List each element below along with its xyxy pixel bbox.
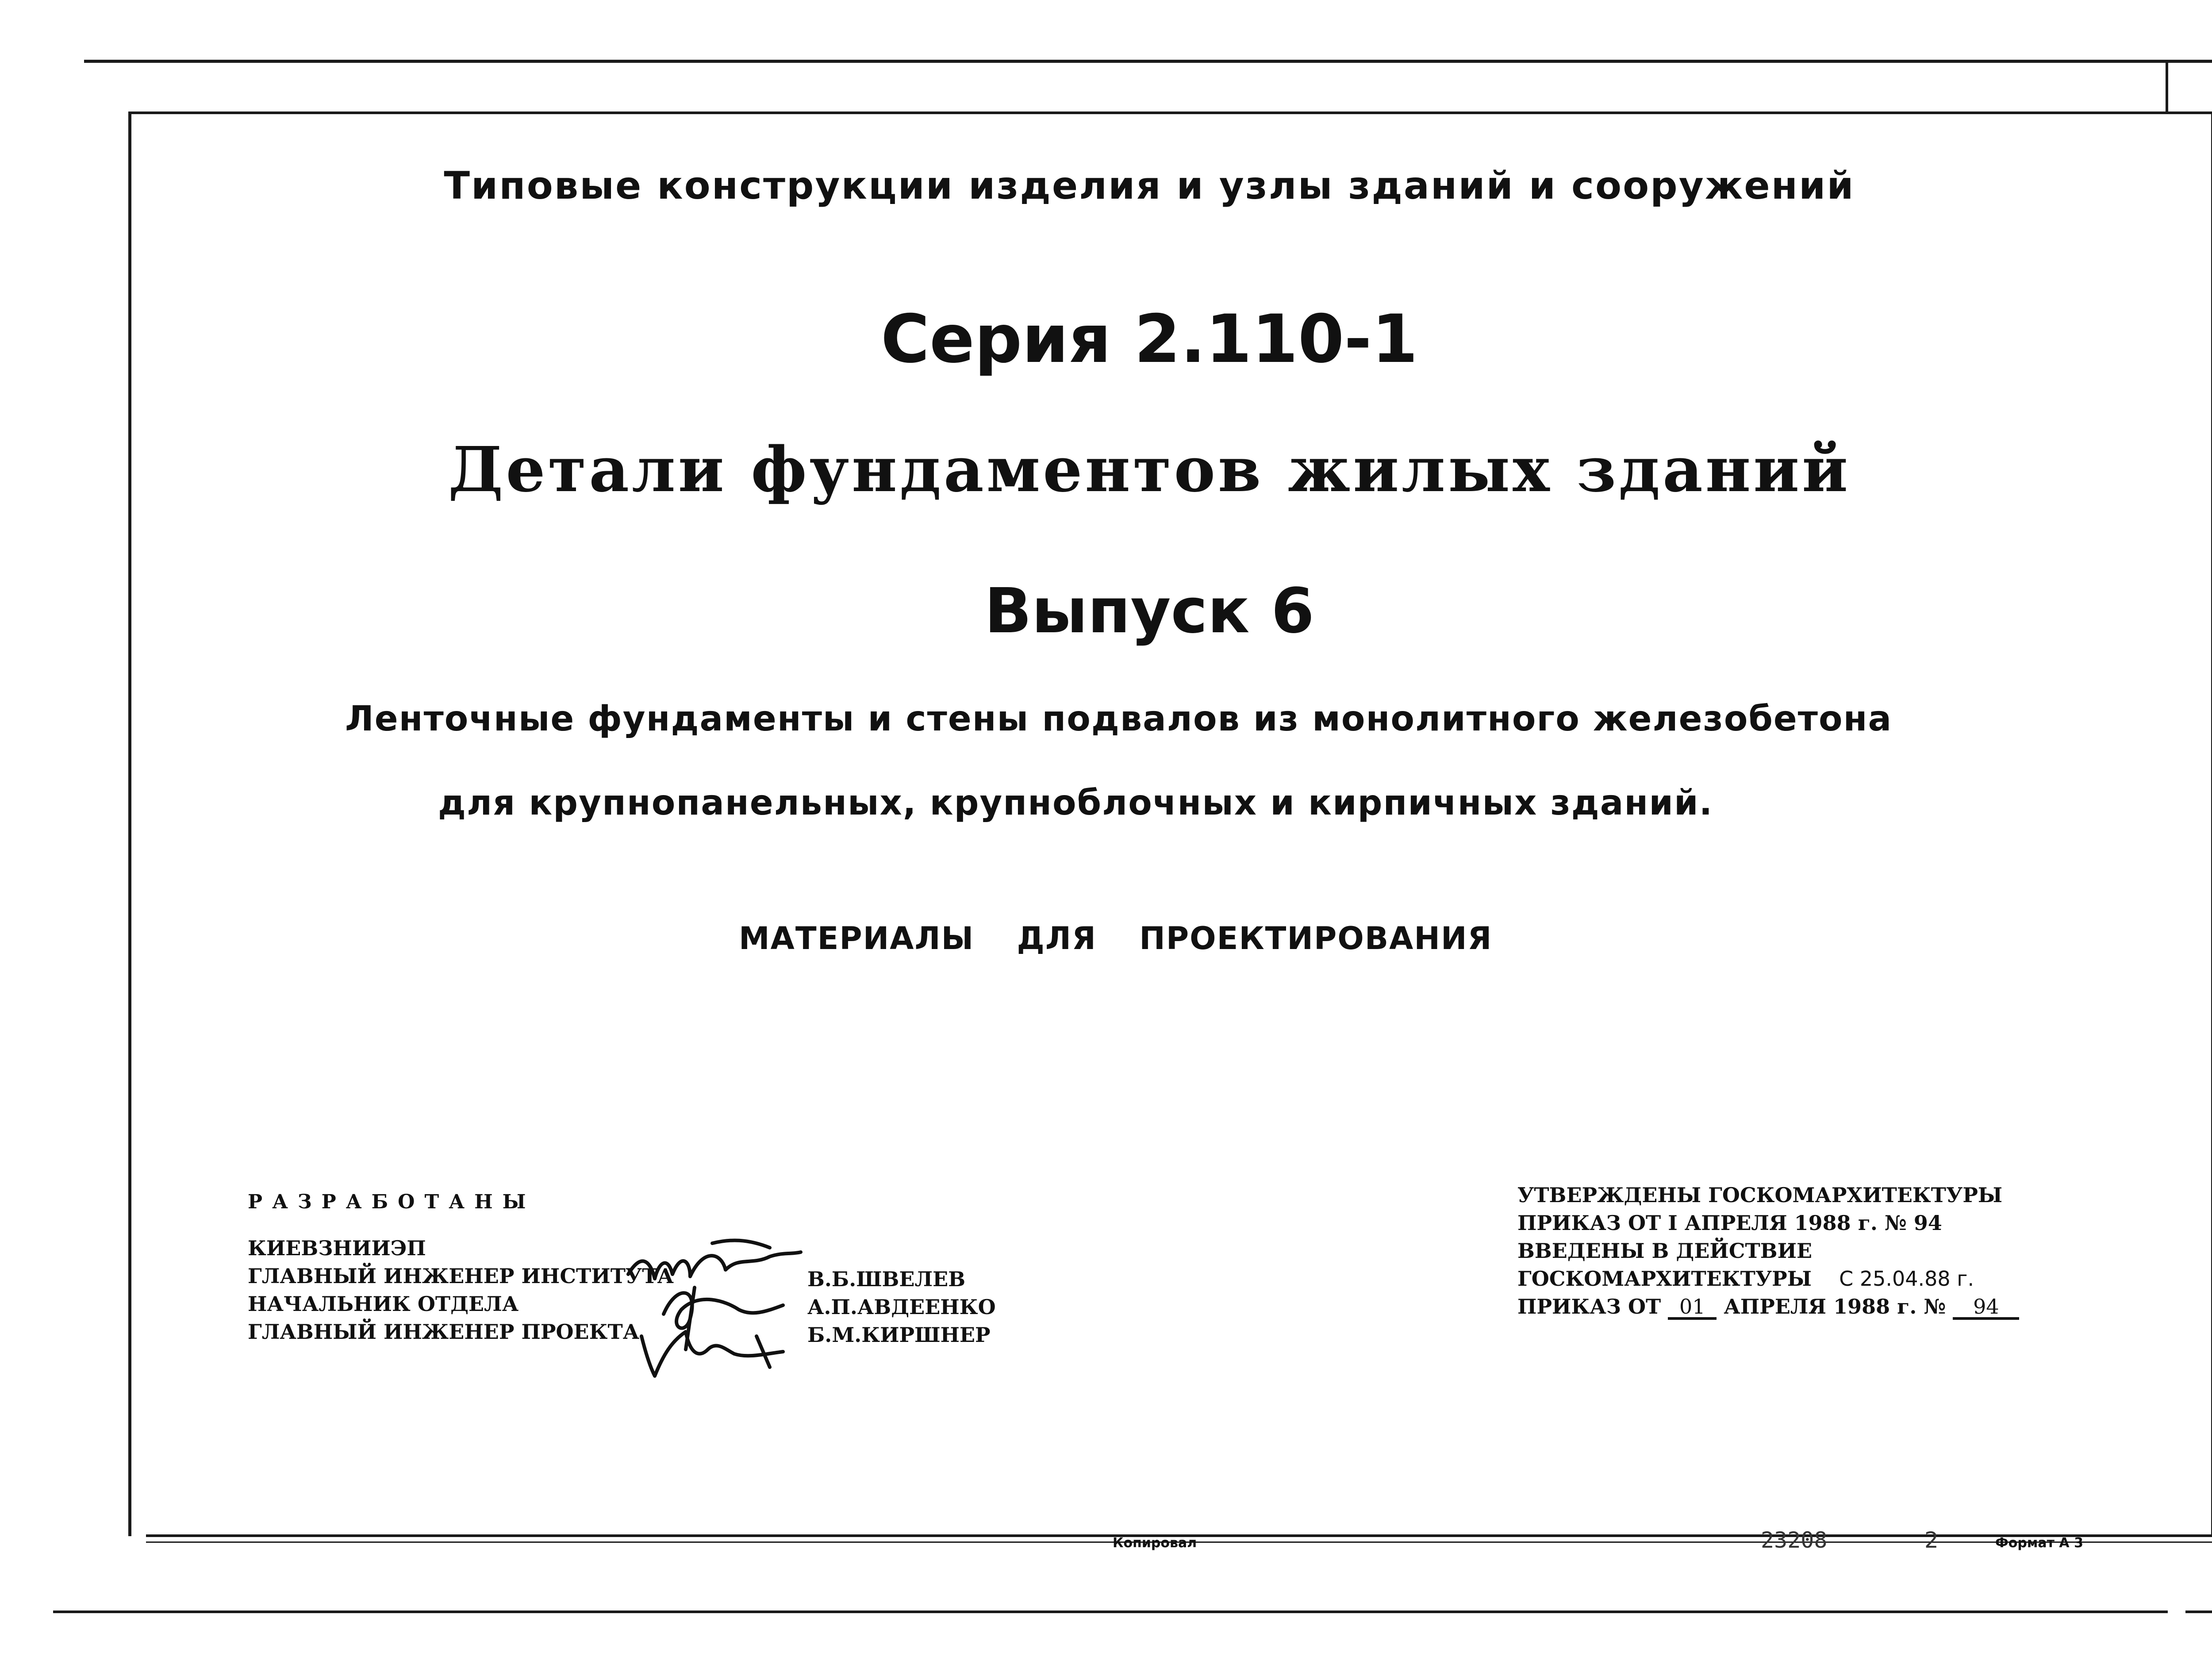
approved-line-4-date: С 25.04.88 г. [1839,1267,1974,1291]
approved-line-4 [1517,1265,2019,1293]
approved-block [1517,1181,2019,1321]
name-shvelev: В.Б.ШВЕЛЕВ [807,1267,966,1291]
document-title: Детали фундаментов жилых зданий [448,434,1851,506]
subtitle-line-1: Ленточные фундаменты и стены подвалов из монолитного железобетона [345,699,1893,739]
approved-order-number: 94 [1953,1296,2019,1320]
name-avdeenko: А.П.АВДЕЕНКО [807,1295,996,1319]
approved-line-1: УТВЕРЖДЕНЫ ГОСКОМАРХИТЕКТУРЫ [1517,1183,2003,1207]
materials-label: МАТЕРИАЛЫ ДЛЯ ПРОЕКТИРОВАНИЯ [739,920,1493,957]
role-department-head: НАЧАЛЬНИК ОТДЕЛА [248,1292,519,1316]
approved-line-5-mid: АПРЕЛЯ 1988 г. № [1724,1295,1946,1318]
signature-shvelev [628,1252,801,1279]
signature-avdeenko [664,1293,783,1328]
developer-org: КИЕВЗНИИЭП [248,1236,426,1260]
role-chief-engineer-institute: ГЛАВНЫЙ ИНЖЕНЕР ИНСТИТУТА [248,1264,674,1288]
role-chief-engineer-project: ГЛАВНЫЙ ИНЖЕНЕР ПРОЕКТА [248,1320,640,1344]
signatures [624,1234,810,1380]
footer-sheet: 2 [1924,1527,1939,1553]
approved-order-day: 01 [1668,1296,1717,1320]
series-title: Серия 2.110-1 [881,301,1418,378]
footer-format: Формат А 3 [1995,1535,2083,1551]
developed-block [248,1234,674,1346]
name-kirshner: Б.М.КИРШНЕР [807,1323,991,1347]
approved-line-5 [1517,1293,2019,1321]
top-outer-line [84,60,2212,63]
approved-line-5-prefix: ПРИКАЗ ОТ [1517,1295,1661,1318]
footer-copied: Копировал [1113,1535,1197,1551]
names-block [807,1265,996,1349]
approved-line-2: ПРИКАЗ ОТ I АПРЕЛЯ 1988 г. № 94 [1517,1211,1942,1235]
header-text: Типовые конструкции изделия и узлы зданий и сооружений [444,164,1855,208]
signature-kirshner [641,1332,783,1376]
subtitle-line-2: для крупнопанельных, крупноблочных и кирпичных зданий. [438,783,1713,823]
footer-number: 23208 [1761,1527,1828,1553]
issue-title: Выпуск 6 [984,575,1314,647]
bottom-outer-line-right [2185,1611,2212,1613]
approved-line-4-prefix: ГОСКОМАРХИТЕКТУРЫ [1517,1267,1812,1291]
stamp-tab-line [2166,60,2168,113]
developed-heading: РАЗРАБОТАНЫ [248,1191,536,1213]
top-inner-line [128,111,2212,114]
approved-line-3: ВВЕДЕНЫ В ДЕЙСТВИЕ [1517,1239,1813,1263]
bottom-outer-line [53,1611,2168,1613]
